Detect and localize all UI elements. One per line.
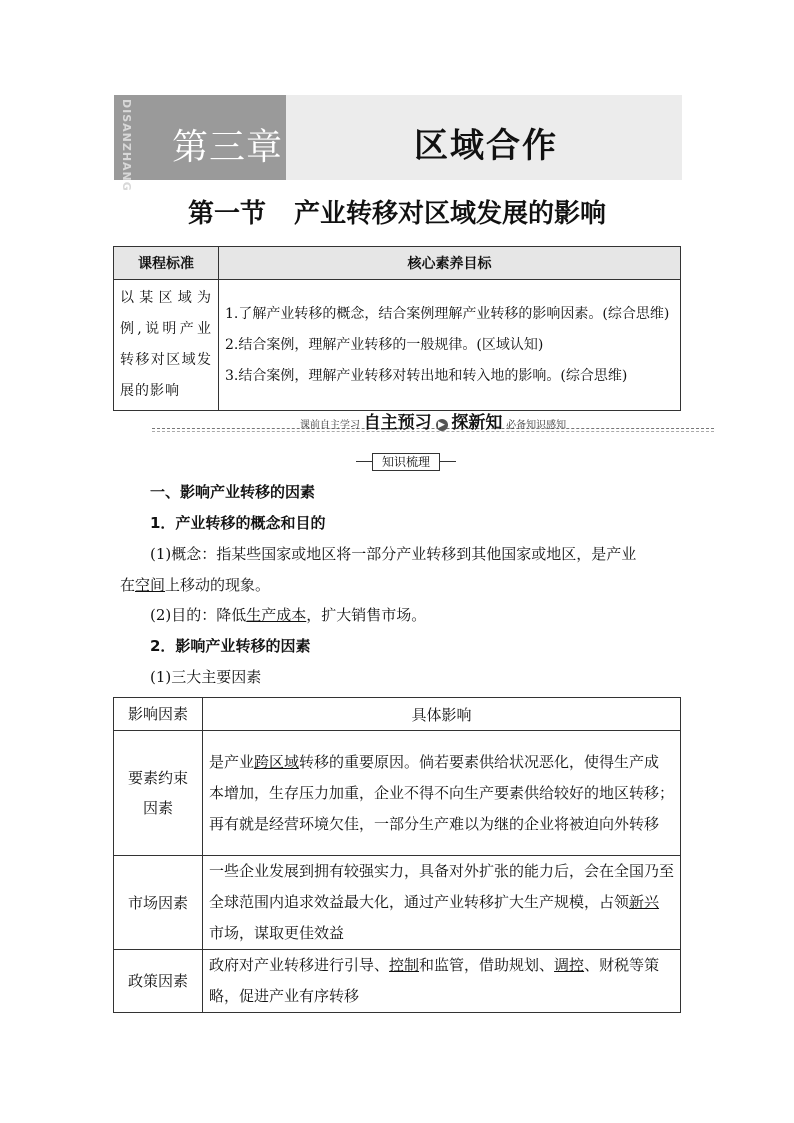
standards-header-row [114, 247, 681, 280]
divider-main-text-2: 探新知 [451, 413, 503, 433]
standards-row [114, 280, 681, 411]
chapter-tag [114, 95, 286, 192]
divider-main-text: 自主预习 [363, 413, 432, 433]
heading-factors: 一、影响产业转移的因素 [150, 483, 316, 501]
goal-item: 1.了解产业转移的概念，结合案例理解产业转移的影响因素。(综合思维) [225, 305, 670, 322]
standards-table [113, 246, 681, 411]
factor-desc: 一些企业发展到拥有较强实力，具备对外扩张的能力后，会在全国乃至全球范围内追求效益最大化，通过产业转移扩大生产规模，占领新兴市场，谋取更佳效益 [203, 856, 681, 950]
goal-item: 2.结合案例，理解产业转移的一般规律。(区域认知) [225, 336, 544, 353]
chapter-banner [114, 95, 682, 192]
concept-line2: 在空间上移动的现象。 [120, 576, 271, 594]
divider-left-text: 课前自主学习 [299, 420, 360, 431]
factors-header-row [114, 698, 681, 731]
blank-answer: 空间 [135, 576, 166, 594]
table-row [114, 856, 681, 950]
arrow-icon: ▶ [436, 419, 448, 431]
knowledge-badge [356, 453, 456, 471]
knowledge-badge-label: 知识梳理 [372, 453, 440, 471]
subheading-concept: 1．产业转移的概念和目的 [150, 514, 326, 532]
divider-right-text: 必备知识感知 [506, 420, 567, 431]
subheading-factors: 2．影响产业转移的因素 [150, 637, 311, 655]
factor-name: 要素约束因素 [114, 731, 203, 856]
table-row [114, 950, 681, 1013]
core-goals [219, 280, 681, 411]
table-row [114, 731, 681, 856]
standards-header-col2: 核心素养目标 [219, 247, 681, 280]
blank-answer: 生产成本 [246, 606, 307, 624]
section-divider [152, 408, 714, 434]
chapter-number: 第三章 [172, 127, 284, 168]
concept-line1: (1)概念：指某些国家或地区将一部分产业转移到其他国家或地区，是产业 [150, 545, 637, 563]
purpose-line: (2)目的：降低生产成本，扩大销售市场。 [150, 606, 427, 624]
factor-desc: 政府对产业转移进行引导、控制和监管，借助规划、调控、财税等策略，促进产业有序转移 [203, 950, 681, 1013]
factors-header-col1: 影响因素 [114, 698, 203, 731]
factors-table [113, 697, 681, 1013]
standards-header-col1: 课程标准 [114, 247, 219, 280]
section-number: 第一节 [187, 199, 266, 229]
factors-header-col2: 具体影响 [203, 698, 681, 731]
factor-desc: 是产业跨区域转移的重要原因。倘若要素供给状况恶化，使得生产成本增加，生存压力加重，企业不得不向生产要素供给较好的地区转移；再有就是经营环境欠佳，一部分生产难以为继的企业将被迫向外转移 [203, 731, 681, 856]
section-name: 产业转移对区域发展的影响 [294, 199, 607, 229]
factor-name: 政策因素 [114, 950, 203, 1013]
course-standard: 以某区域为例,说明产业转移对区域发展的影响 [114, 280, 219, 411]
goal-item: 3.结合案例，理解产业转移对转出地和转入地的影响。(综合思维) [225, 367, 628, 384]
chapter-title: 区域合作 [414, 126, 558, 166]
factor-name: 市场因素 [114, 856, 203, 950]
subheading-three-factors: (1)三大主要因素 [150, 668, 262, 686]
chapter-pinyin: DISANZHANG [120, 99, 133, 192]
section-title [0, 193, 794, 230]
